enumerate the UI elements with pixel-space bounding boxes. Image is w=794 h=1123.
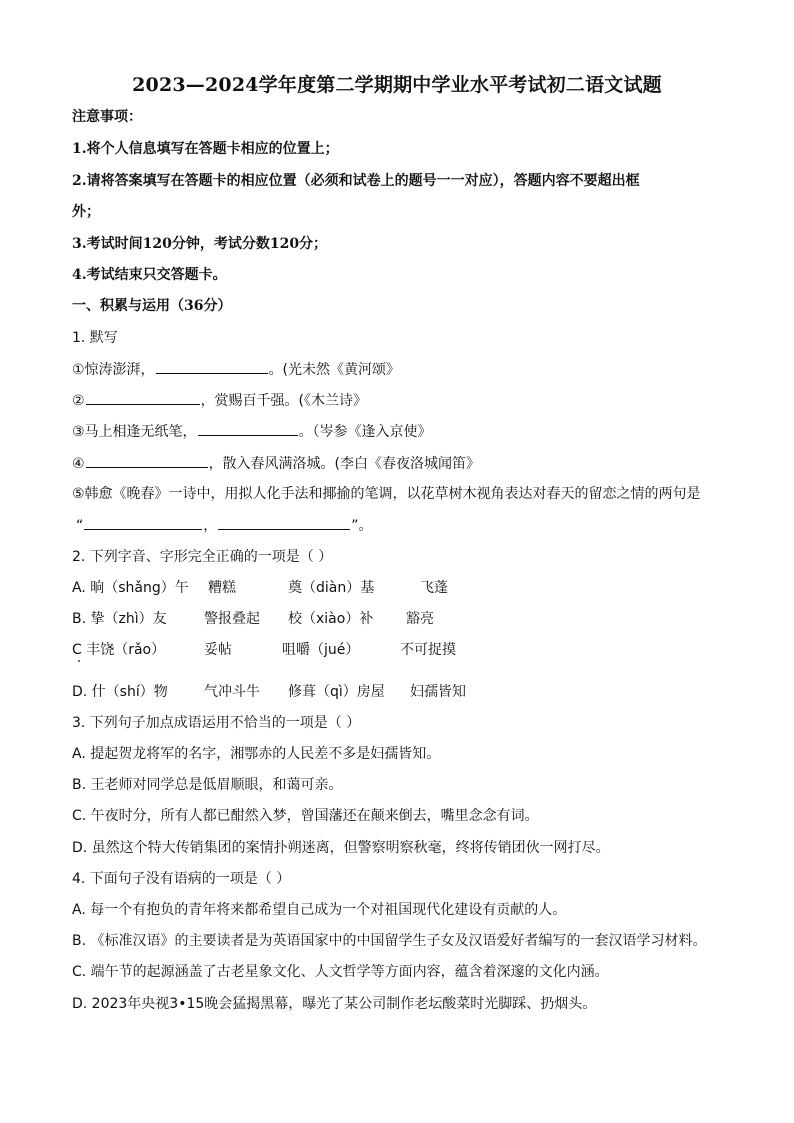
- q1-line-6-close: ”。: [351, 518, 373, 534]
- q2-c-item-4: 不可捉摸: [400, 642, 456, 658]
- q2-d-item-2: 气冲斗牛: [204, 684, 260, 700]
- q2-a-item-1: A. 晌（shǎng）午: [72, 580, 189, 596]
- q3-option-a[interactable]: A. 提起贺龙将军的名字，湘鄂赤的人民差不多是妇孺皆知。: [72, 746, 441, 762]
- q1-line-2: [72, 390, 367, 411]
- q3-option-c[interactable]: C. 午夜时分，所有人都已酣然入梦，曾国藩还在颠来倒去，嘴里念念有词。: [72, 808, 539, 824]
- q2-d-item-1: D. 什（shí）物: [72, 684, 168, 700]
- section-heading: 一、积累与运用（36分）: [72, 298, 232, 314]
- answer-blank-5[interactable]: [84, 515, 202, 530]
- note-item-4: 4.考试结束只交答题卡。: [72, 267, 227, 283]
- q4-option-b[interactable]: B. 《标准汉语》的主要读者是为英语国家中的中国留学生子女及汉语爱好者编写的一套汉语学习材料。: [72, 933, 707, 949]
- q2-c-item-1: C 丰饶（rǎo）: [72, 642, 166, 658]
- q2-option-b[interactable]: [72, 609, 772, 629]
- q1-stem: 1. 默写: [72, 330, 118, 346]
- q1-line-3-pre: ③马上相逢无纸笔，: [72, 424, 197, 440]
- q1-line-6-mid: ，: [203, 518, 218, 534]
- q2-d-item-3: 修葺（qì）房屋: [288, 684, 385, 700]
- exam-title: 2023—2024学年度第二学期期中学业水平考试初二语文试题: [132, 74, 662, 96]
- answer-blank-3[interactable]: [198, 421, 298, 436]
- q4-option-c[interactable]: C. 端午节的起源涵盖了古老星象文化、人文哲学等方面内容，蕴含着深邃的文化内涵。: [72, 964, 609, 980]
- q1-line-1-pre: ①惊涛澎湃，: [72, 362, 155, 378]
- q4-option-d[interactable]: D. 2023年央视3•15晚会猛揭黑幕，曝光了某公司制作老坛酸菜时光脚踩、扔烟头。: [72, 996, 597, 1012]
- q1-line-4-pre: ④: [72, 456, 85, 472]
- q3-option-d[interactable]: D. 虽然这个特大传销集团的案情扑朔迷离，但警察明察秋毫，终将传销团伙一网打尽。: [72, 840, 610, 856]
- q1-line-6: [76, 515, 373, 536]
- q1-line-2-pre: ②: [72, 393, 85, 409]
- q2-a-item-4: 飞蓬: [420, 580, 448, 596]
- note-item-1: 1.将个人信息填写在答题卡相应的位置上；: [72, 141, 339, 157]
- q2-option-c[interactable]: [72, 640, 772, 660]
- q1-line-2-post: ，赏赐百千强。(《木兰诗》: [200, 393, 368, 409]
- q1-line-3: [72, 421, 432, 442]
- q2-d-item-4: 妇孺皆知: [410, 684, 466, 700]
- q1-line-1-post: 。(光未然《黄河颂》: [268, 362, 401, 378]
- answer-blank-4[interactable]: [86, 453, 208, 468]
- q2-b-item-1: B. 挚（zhì）友: [72, 611, 167, 627]
- notes-heading: 注意事项：: [72, 109, 142, 125]
- stray-dot: [78, 660, 80, 662]
- q4-stem: 4. 下面句子没有语病的一项是（ ）: [72, 871, 291, 887]
- answer-blank-6[interactable]: [218, 515, 350, 530]
- q2-b-item-3: 校（xiào）补: [288, 611, 374, 627]
- q1-line-4-post: ，散入春风满洛城。(李白《春夜洛城闻笛》: [208, 456, 481, 472]
- answer-blank-2[interactable]: [86, 390, 200, 405]
- q2-c-item-2: 妥帖: [204, 642, 232, 658]
- note-item-2-cont: 外；: [72, 204, 100, 220]
- q3-stem: 3. 下列句子加点成语运用不恰当的一项是（ ）: [72, 715, 361, 731]
- q2-b-item-4: 豁亮: [406, 611, 434, 627]
- q1-line-5: ⑤韩愈《晚春》一诗中，用拟人化手法和揶揄的笔调，以花草树木视角表达对春天的留恋之情的两句是: [72, 486, 701, 502]
- q1-line-1: [72, 359, 400, 380]
- note-item-3: 3.考试时间120分钟，考试分数120分；: [72, 236, 328, 252]
- q1-line-6-open: “: [76, 518, 84, 534]
- q4-option-a[interactable]: A. 每一个有抱负的青年将来都希望自己成为一个对祖国现代化建设有贡献的人。: [72, 902, 567, 918]
- q2-option-d[interactable]: [72, 682, 772, 702]
- q1-line-3-post: 。（岑参《逢入京使》: [298, 424, 432, 440]
- q2-b-item-2: 警报叠起: [204, 611, 260, 627]
- q3-option-b[interactable]: B. 王老师对同学总是低眉顺眼，和蔼可亲。: [72, 777, 343, 793]
- q2-a-item-3: 奠（diàn）基: [288, 580, 375, 596]
- q2-stem: 2. 下列字音、字形完全正确的一项是（ ）: [72, 549, 333, 565]
- q2-a-item-2: 糟糕: [208, 580, 236, 596]
- answer-blank-1[interactable]: [156, 359, 268, 374]
- note-item-2: 2.请将答案填写在答题卡的相应位置（必须和试卷上的题号一一对应），答题内容不要超出框: [72, 173, 640, 189]
- q2-option-a[interactable]: [72, 578, 772, 598]
- q1-line-4: [72, 453, 480, 474]
- q2-c-item-3: 咀嚼（jué）: [282, 642, 360, 658]
